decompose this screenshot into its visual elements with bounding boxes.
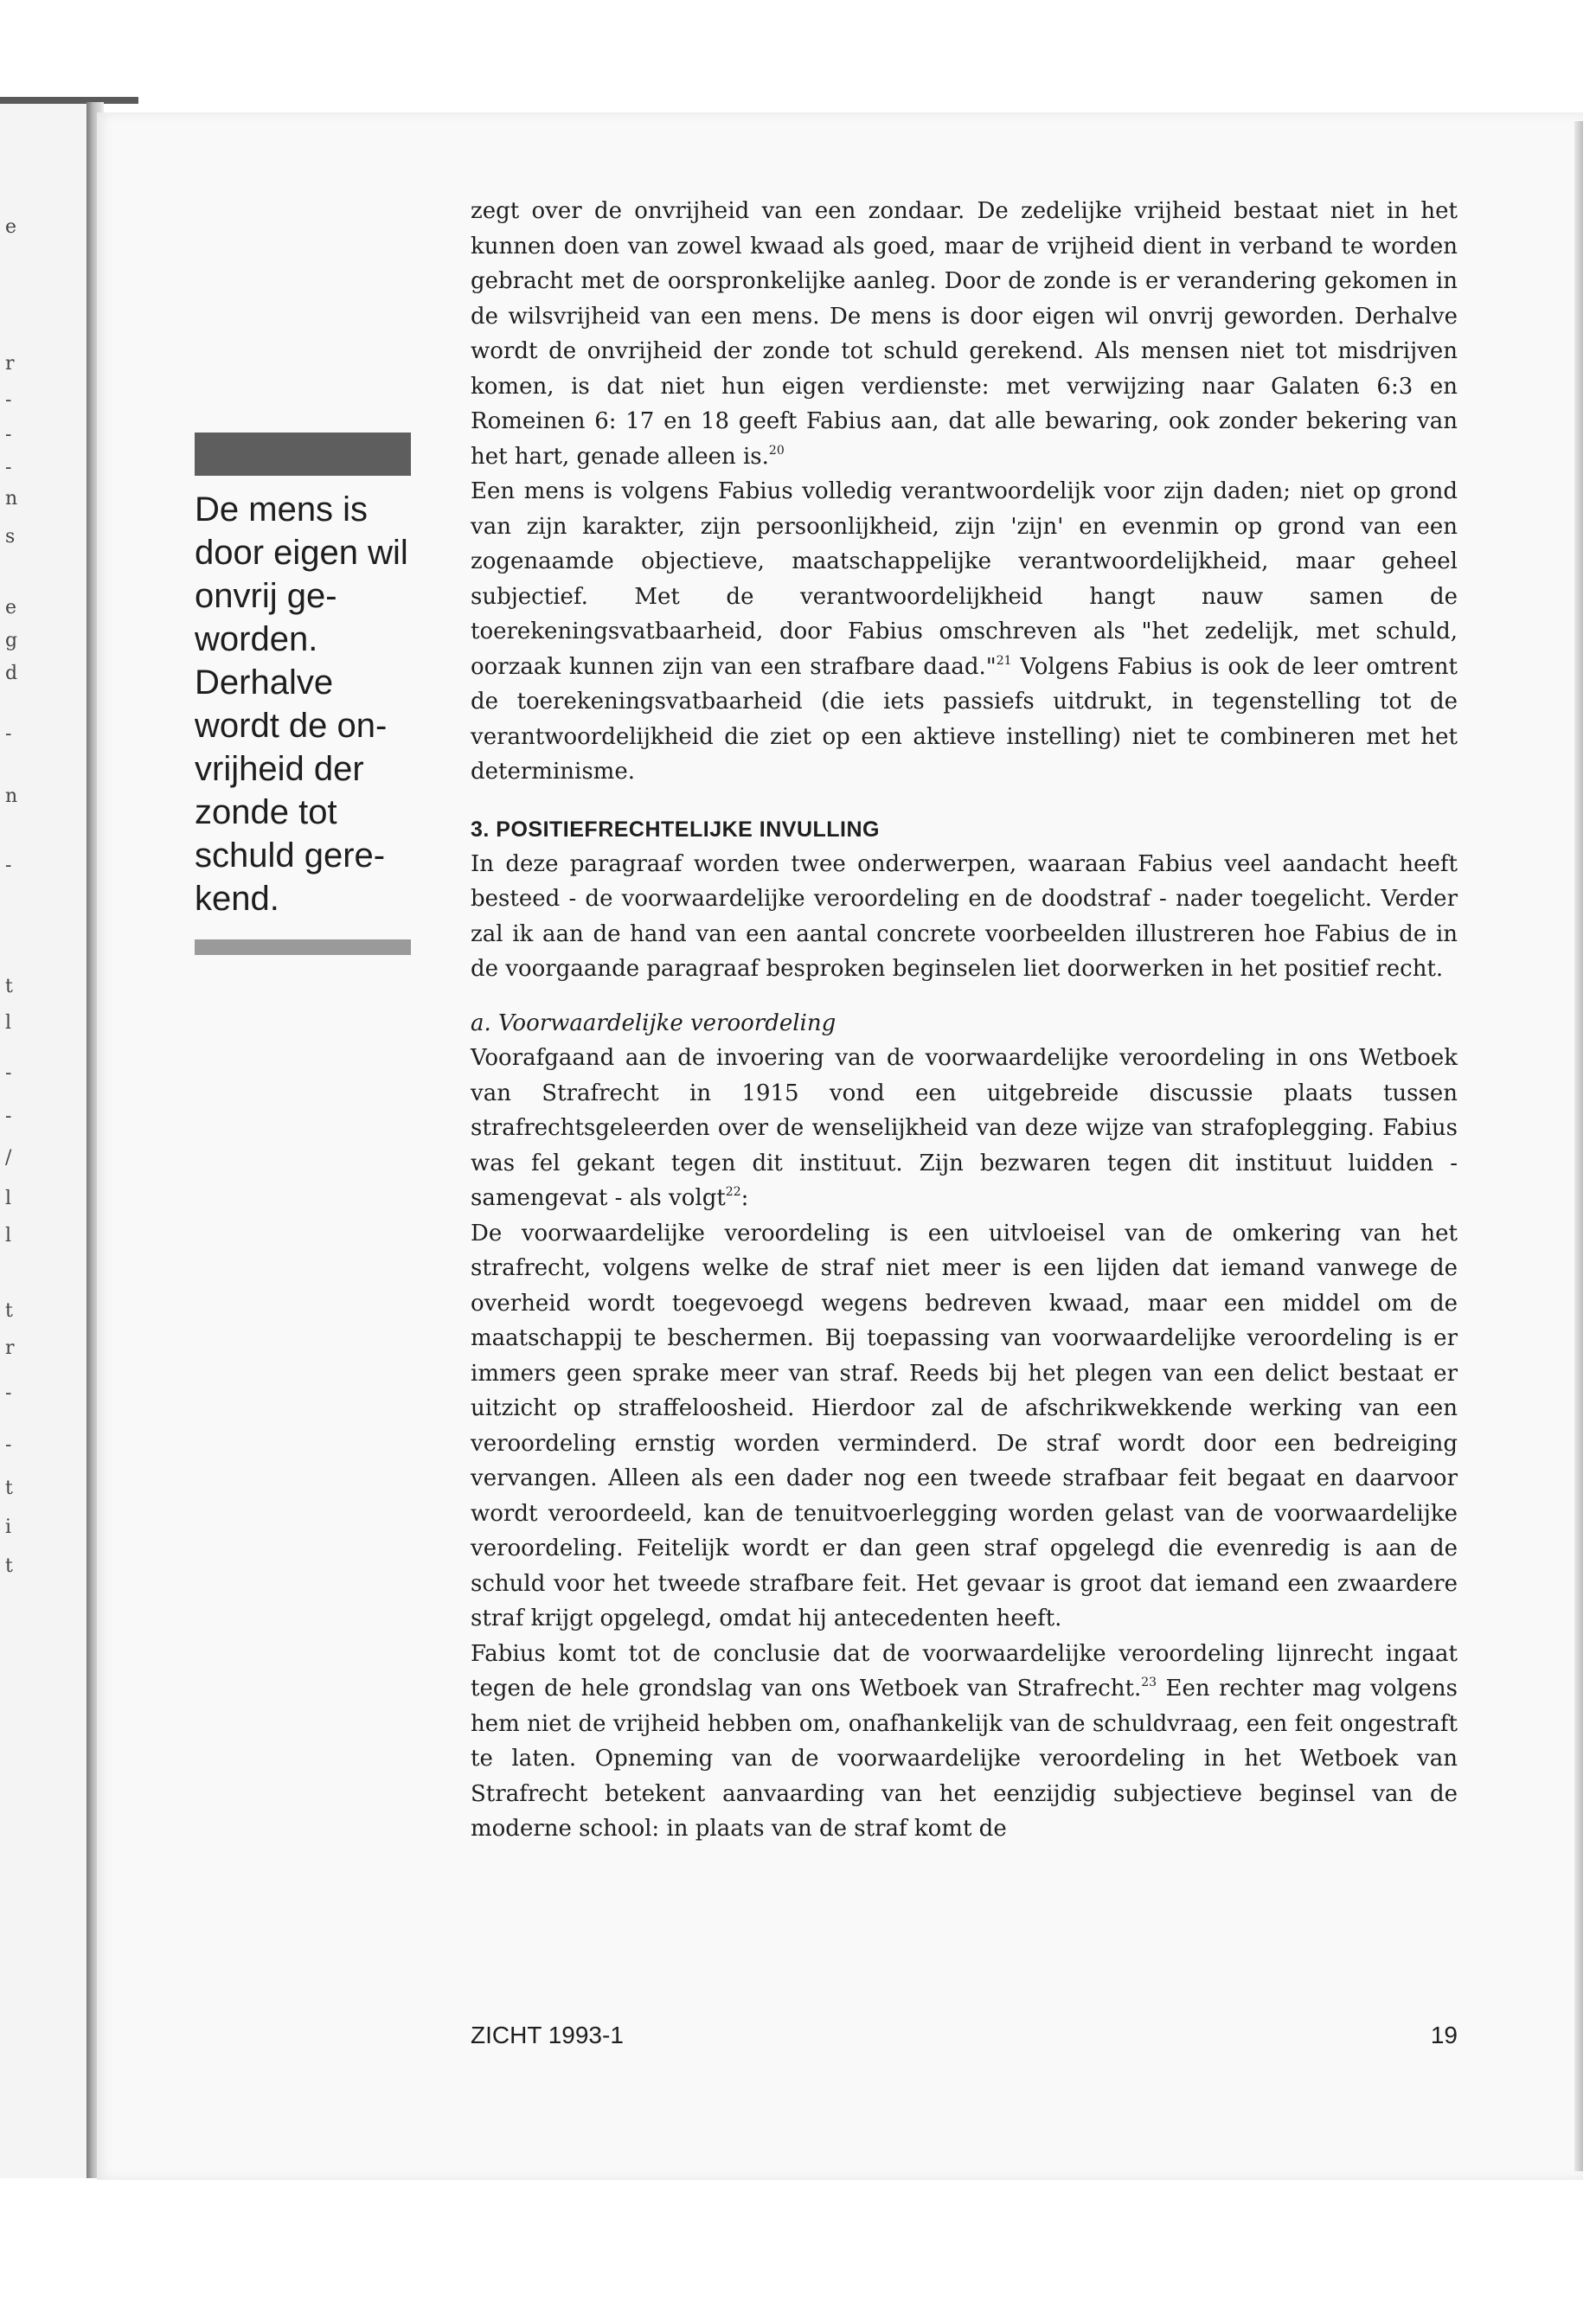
footnote-ref: 21: [996, 653, 1012, 668]
prev-page-fragment: r: [5, 1337, 15, 1359]
footnote-ref: 23: [1141, 1676, 1157, 1689]
prev-page-fragment: -: [5, 855, 12, 876]
prev-page-fragment: l: [5, 1012, 12, 1034]
prev-page-fragment: -: [5, 1062, 12, 1084]
prev-page-fragment: -: [5, 1106, 12, 1127]
prev-page-fragment: n: [5, 785, 18, 807]
pull-quote-top-bar: [195, 433, 411, 476]
paragraph: zegt over de onvrijheid van een zondaar. De zedelijke vrijheid bestaat niet in het kunnen doen van zowel kwaad als goed, maar de vrijheid dient in verband te worden gebracht met de oorspronkelijke aanleg. Door de zonde is er verandering gekomen in de wilsvrijheid van een mens. De mens is door eigen wil onvrij geworden. Derhalve wordt de onvrijheid der zonde tot schuld gerekend. Als mensen niet tot misdrijven komen, is dat niet hun eigen verdienste: met verwijzing naar Galaten 6:3 en Romeinen 6: 17 en 18 geeft Fabius aan, dat alle bewaring, ook zonder bekering van het hart, genade alleen is.$^{20}$: [471, 198, 1458, 470]
prev-page-fragment: t: [5, 1555, 13, 1577]
prev-page-fragment: -: [5, 1382, 12, 1404]
prev-page-fragment: i: [5, 1516, 12, 1538]
prev-page-fragment: e: [5, 216, 17, 238]
page-number: 19: [1430, 2022, 1458, 2048]
prev-page-fragment: -: [5, 1434, 12, 1456]
paragraph: De voorwaardelijke veroordeling is een uitvloeisel van de omkering van het strafrecht, volgens welke de straf niet meer is een lijden dat iemand vanwege de overheid wordt toegevoegd wegens bedreven kwaad, maar een middel om de maatschappij te beschermen. Bij toepassing van voorwaardelijke veroordeling is er immers geen sprake meer van straf. Reeds bij het plegen van een delict bestaat er uitzicht op straffeloosheid. Hierdoor zal de afschrikwekkende werking van een veroordeling ernstig worden verminderd. De straf wordt door een bedreiging vervangen. Alleen als een dader nog een tweede strafbaar feit begaat en daarvoor wordt veroordeeld, kan de tenuitvoerlegging worden gelast van de voorwaardelijke veroordeling. Feitelijk wordt er dan geen straf opgelegd die evenredig is aan de schuld voor het tweede strafbare feit. Het gevaar is groot dat iemand een zwaardere straf krijgt opgelegd, omdat hij antecedenten heeft.: [471, 1220, 1458, 1631]
footnote-ref: 22: [725, 1185, 741, 1199]
prev-page-fragment: d: [5, 663, 18, 684]
book-top-edge: [0, 97, 138, 104]
prev-page-fragment: t: [5, 1477, 13, 1499]
paragraph: Voorafgaand aan de invoering van de voorwaardelijke veroordeling in ons Wetboek van Strafrecht in 1915 vond een uitgebreide discussie plaats tussen strafrechtsgeleerden over de wenselijkheid van deze wijze van strafoplegging. Fabius was fel gekant tegen dit instituut. Zijn bezwaren tegen dit instituut luidden - samengevat - als volgt$^{22}$:: [471, 1045, 1458, 1211]
prev-page-fragment: s: [5, 526, 16, 548]
prev-page-fragment: l: [5, 1188, 12, 1209]
paragraph: In deze paragraaf worden twee onderwerpen, waaraan Fabius veel aandacht heeft besteed - de voorwaardelijke veroordeling en de doodstraf - nader toegelicht. Verder zal ik aan de hand van een aantal concrete voorbeelden illustreren hoe Fabius de in de voorgaande paragraaf besproken beginselen liet doorwerken in het positief recht.: [471, 850, 1458, 982]
paragraph: Fabius komt tot de conclusie dat de voorwaardelijke veroordeling lijnrecht ingaat tegen de hele grondslag van ons Wetboek van Strafrecht.$^{23}$ Een rechter mag volgens hem niet de vrijheid hebben om, onafhankelijk van de schuldvraag, een feit ongestraft te laten. Opneming van de voorwaardelijke veroordeling in het Wetboek van Strafrecht betekent aanvaarding van het eenzijdig subjectieve beginsel van de moderne school: in plaats van de straf komt de: [471, 1640, 1458, 1842]
prev-page-fragment: -: [5, 389, 12, 411]
pull-quote-text: De mens is door eigen wil onvrij ge- worden. Derhalve wordt de on- vrijheid der zonde tot schuld gere- kend.: [195, 490, 408, 918]
pull-quote-bottom-bar: [195, 939, 411, 955]
previous-page-edge: [0, 102, 95, 2178]
prev-page-fragment: /: [5, 1147, 12, 1169]
prev-page-fragment: -: [5, 723, 12, 745]
prev-page-fragment: t: [5, 976, 13, 997]
prev-page-fragment: g: [5, 630, 18, 651]
page-stack-edge: [1574, 121, 1583, 2171]
article-body: [471, 194, 1458, 1847]
prev-page-fragment: r: [5, 353, 15, 375]
prev-page-fragment: t: [5, 1300, 13, 1322]
prev-page-fragment: e: [5, 597, 17, 619]
paragraph: Een mens is volgens Fabius volledig verantwoordelijk voor zijn daden; niet op grond van zijn karakter, zijn persoonlijkheid, zijn 'zijn' en evenmin op grond van een zogenaamde objectieve, maatschappelijke verantwoordelijkheid, maar geheel subjectief. Met de verantwoordelijkheid hangt nauw samen de toerekeningsvatbaarheid, door Fabius omschreven als "het zedelijk, met schuld, oorzaak kunnen zijn van een strafbare daad."$^{21}$ Volgens Fabius is ook de leer omtrent de toerekeningsvatbaarheid (die iets passiefs uitdrukt, in tegenstelling tot de verantwoordelijkheid die ziet op een aktieve instelling) niet te combineren met het determinisme.: [471, 478, 1458, 785]
prev-page-fragment: -: [5, 424, 12, 445]
section-heading: 3. POSITIEFRECHTELIJKE INVULLING: [471, 817, 880, 842]
prev-page-fragment: -: [5, 457, 12, 478]
subsection-heading: a. Voorwaardelijke veroordeling: [471, 1009, 836, 1036]
pull-quote: [195, 433, 411, 955]
prev-page-fragment: n: [5, 488, 18, 510]
prev-page-fragment: l: [5, 1225, 12, 1247]
journal-footer: ZICHT 1993-1: [471, 2022, 624, 2048]
footnote-ref: 20: [768, 443, 785, 458]
